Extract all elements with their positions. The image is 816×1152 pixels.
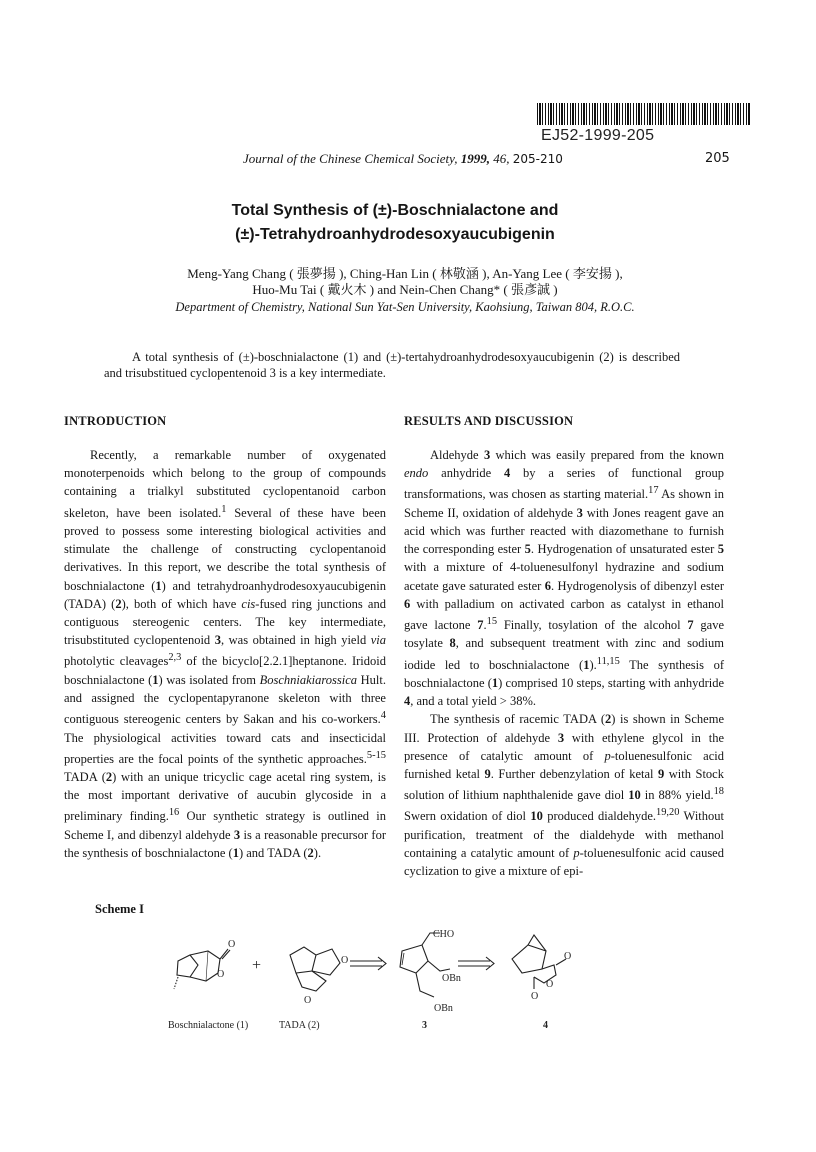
structure-boschnialactone (174, 939, 235, 989)
journal-year: 1999, (460, 151, 490, 166)
atom-label: O (341, 955, 349, 966)
results-text (404, 446, 724, 880)
retrosynthesis-arrow (350, 957, 386, 970)
paragraph: The synthesis of racemic TADA (2) is shown in Scheme III. Protection of aldehyde 3 with ethylene glycol in the presence of catalytic amount of p-toluenesulfonic acid furnished ketal 9. Further debenzylation of ketal 9 with Stock solution of lithium naphthalenide gave diol 10 in 88% yield.$^{18}$ Swern oxidation of diol 10 produced dialdehyde.$^{19,20}$ Without purification, treatment of the dialdehyde with methanol containing a catalytic amount of p-toluenesulfonic acid caused cyclization to give a mixture of epi- (404, 712, 725, 879)
atom-label: O (217, 969, 225, 980)
compound-label: 3 (422, 1020, 427, 1031)
author: Huo-Mu Tai ( 戴火木 ) and (252, 282, 400, 297)
atom-label: CHO (433, 929, 455, 940)
journal-name: Journal of the Chinese Chemical Society, (243, 151, 458, 166)
title-line-1: Total Synthesis of (±)-Boschnialactone and (231, 202, 559, 219)
journal-pages: 205-210 (512, 152, 563, 166)
paragraph: Aldehyde 3 which was easily prepared from the known endo anhydride 4 by a series of functional group transformations, was chosen as starting material.$^{17}$ As shown in Scheme II, oxidation of aldehyde 3 with Jones reagent gave an acid which was further reacted with diazomethane to furnish the corresponding ester 5. Hydrogenation of unsaturated ester 5 with a mixture of 4-toluenesulfonyl hydrazine and sodium acetate gave saturated ester 6. Hydrogenolysis of dibenzyl ester 6 with palladium on activated carbon as catalyst in ethanol gave lactone 7.15 Finally, tosylation of the alcohol 7 gave tosylate 8, and subsequent treatment with zinc and sodium iodide led to boschnialactone (1).$^{11,15}$ The synthesis of boschnialactone (1) comprised 10 steps, starting with anhydride 4, and a total yield > 38%. (404, 448, 725, 709)
scheme-label: Scheme I (95, 902, 144, 916)
section-heading-results: RESULTS AND DISCUSSION (404, 414, 574, 428)
retrosynthesis-arrow (458, 957, 494, 970)
atom-label: O (228, 939, 236, 950)
introduction-text (64, 446, 386, 862)
compound-label: TADA (2) (279, 1020, 320, 1031)
author: An-Yang Lee ( 李安揚 ), (492, 266, 623, 281)
atom-label: O (304, 995, 312, 1006)
scheme-figure (150, 925, 600, 1035)
compound-label: Boschnialactone (1) (168, 1020, 249, 1031)
page-number: 205 (705, 151, 730, 166)
barcode (537, 103, 751, 125)
atom-label: O (531, 991, 539, 1002)
author: Nein-Chen Chang* ( 張彥誠 ) (399, 282, 558, 297)
affiliation: Department of Chemistry, National Sun Yat-Sen University, Kaohsiung, Taiwan 804, R.O.C. (175, 300, 635, 314)
structure-aldehyde-3 (400, 929, 461, 1014)
author: Ching-Han Lin ( 林敬涵 ), (349, 266, 493, 281)
compound-label: 4 (543, 1020, 548, 1031)
atom-label: O (564, 951, 572, 962)
paragraph: Recently, a remarkable number of oxygenated monoterpenoids which belong to the group of compounds containing a trialkyl substituted cyclopentanoid carbon skeleton, have been isolated.$^1$ Several of these have been proved to possess some interesting biological activities and stimulate the challenge of constructing cyclopentanoid derivatives. In this report, we describe the total synthesis of boschnialactone (1) and tetrahydroanhydrodesoxyaucubigenin (TADA) (2), both of which have cis-fused ring junctions and contiguous stereogenic centers. The key intermediate, trisubstituted cyclopentenoid 3, was obtained in high yield via photolytic cleavages$^{2,3}$ of the bicyclo[2.2.1]heptanone. Iridoid boschnialactone (1) was isolated from Boschniakiarossica Hult. and assigned the cyclopentapyranone skeleton with three contiguous stereogenic centers by Sakan and his co-workers.$^4$ The physiological activities toward cats and insecticidal properties are the focal points of the synthetic approaches.$^{5-15}$ TADA (2) with an unique tricyclic cage acetal ring system, is the most important derivative of aucubin glycoside in a preliminary finding.$^{16}$ Our synthetic strategy is outlined in Scheme I, and dibenzyl aldehyde 3 is a reasonable precursor for the synthesis of boschnialactone (1) and TADA (2). (64, 448, 387, 861)
article-title (100, 199, 690, 247)
atom-label: O (546, 979, 554, 990)
journal-citation (243, 151, 563, 167)
structure-anhydride-4 (512, 935, 571, 1002)
title-line-2: (±)-Tetrahydroanhydrodesoxyaucubigenin (235, 226, 555, 243)
author-list (90, 266, 720, 298)
section-heading-introduction: INTRODUCTION (64, 414, 167, 428)
journal-volume: 46, (493, 151, 510, 166)
atom-label: OBn (434, 1003, 453, 1014)
author: Meng-Yang Chang ( 張夢揚 ), (187, 266, 350, 281)
structure-tada (290, 947, 348, 1006)
catalog-id: EJ52-1999-205 (541, 127, 655, 144)
abstract: A total synthesis of (±)-boschnialactone (1) and (±)-tertahydroanhydrodesoxyaucubigenin (2) is described and trisubstitued cyclopentenoid 3 is a key intermediate. (104, 350, 680, 380)
plus-sign: + (252, 957, 262, 974)
atom-label: OBn (442, 973, 461, 984)
